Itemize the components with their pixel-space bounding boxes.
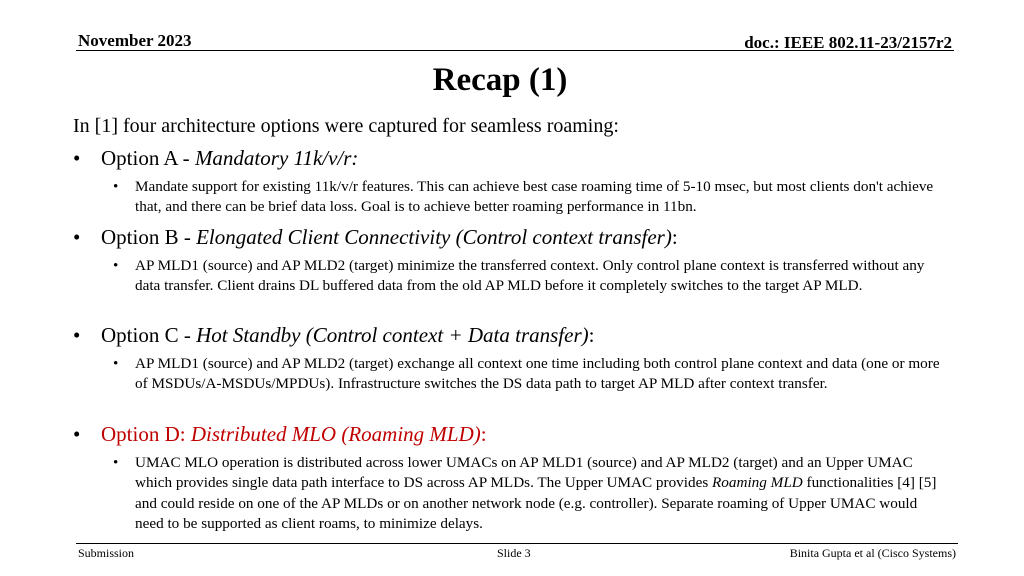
option-a-prefix: Option A - xyxy=(101,146,195,170)
bullet: • xyxy=(73,422,81,446)
sub-bullet: • xyxy=(113,257,119,274)
header-doc-id: doc.: IEEE 802.11-23/2157r2 xyxy=(744,33,952,52)
footer-slide-number: Slide 3 xyxy=(497,546,531,560)
bullet: • xyxy=(73,146,81,170)
option-d-detail-text xyxy=(135,453,943,535)
slide-title: Recap (1) xyxy=(432,62,568,98)
option-c-heading xyxy=(73,323,594,348)
option-b-name: Elongated Client Connectivity (Control context transfer) xyxy=(196,225,672,249)
sub-bullet: • xyxy=(113,454,119,471)
option-b-detail-text: AP MLD1 (source) and AP MLD2 (target) minimize the transferred context. Only control plane context is transferred without any data transfer. Client drains DL buffered data from the old AP MLD before it completely switches to the target AP MLD. xyxy=(135,257,925,295)
option-d-name: Distributed MLO (Roaming MLD) xyxy=(190,422,481,446)
option-d-prefix: Option D: xyxy=(101,422,191,446)
option-c-name: Hot Standby (Control context + Data transfer) xyxy=(196,323,589,347)
footer-authors: Binita Gupta et al (Cisco Systems) xyxy=(789,546,956,560)
option-d-detail xyxy=(113,453,943,535)
option-a-name: Mandatory 11k/v/r: xyxy=(194,146,359,170)
option-d-detail-part2: functionalities [4] [5] and could reside on one of the AP MLDs or on another network node (e.g. controller). Separate roaming of Upper UMAC would need to be supported as client roams, to minimize delays. xyxy=(135,474,937,533)
intro-text: In [1] four architecture options were captured for seamless roaming: xyxy=(73,115,619,137)
sub-bullet: • xyxy=(113,178,119,195)
bullet: • xyxy=(73,323,81,347)
option-c-suffix: : xyxy=(588,323,595,347)
option-a-heading xyxy=(73,146,358,171)
bullet: • xyxy=(73,225,81,249)
option-c-prefix: Option C - xyxy=(101,323,197,347)
footer-divider xyxy=(76,543,958,544)
option-a-detail-text: Mandate support for existing 11k/v/r features. This can achieve best case roaming time of 5-10 msec, but most clients don't achieve that, and there can be brief data loss. Goal is to achieve better roaming performance in 11bn. xyxy=(135,178,934,216)
option-b-prefix: Option B - xyxy=(101,225,197,249)
option-b-suffix: : xyxy=(671,225,678,249)
option-d-heading xyxy=(73,422,487,447)
option-c-detail-text: AP MLD1 (source) and AP MLD2 (target) exchange all context one time including both control plane context and data (one or more of MSDUs/A-MSDUs/MPDUs). Infrastructure switches the DS data path to target AP MLD after context transfer. xyxy=(135,355,940,393)
option-a-detail xyxy=(113,177,943,218)
option-b-detail xyxy=(113,256,943,297)
header-divider xyxy=(76,50,954,51)
option-d-detail-emphasis: Roaming MLD xyxy=(712,474,803,492)
option-d-detail-part1: UMAC MLO operation is distributed across lower UMACs on AP MLD1 (source) and AP MLD2 (target) and an Upper UMAC which provides single data path interface to DS across AP MLDs. The Upper UMAC provides xyxy=(135,454,913,492)
header-date: November 2023 xyxy=(78,31,192,50)
option-b-heading xyxy=(73,225,678,250)
option-d-suffix: : xyxy=(480,422,487,446)
option-c-detail xyxy=(113,354,943,395)
sub-bullet: • xyxy=(113,355,119,372)
footer-submission: Submission xyxy=(78,546,135,560)
